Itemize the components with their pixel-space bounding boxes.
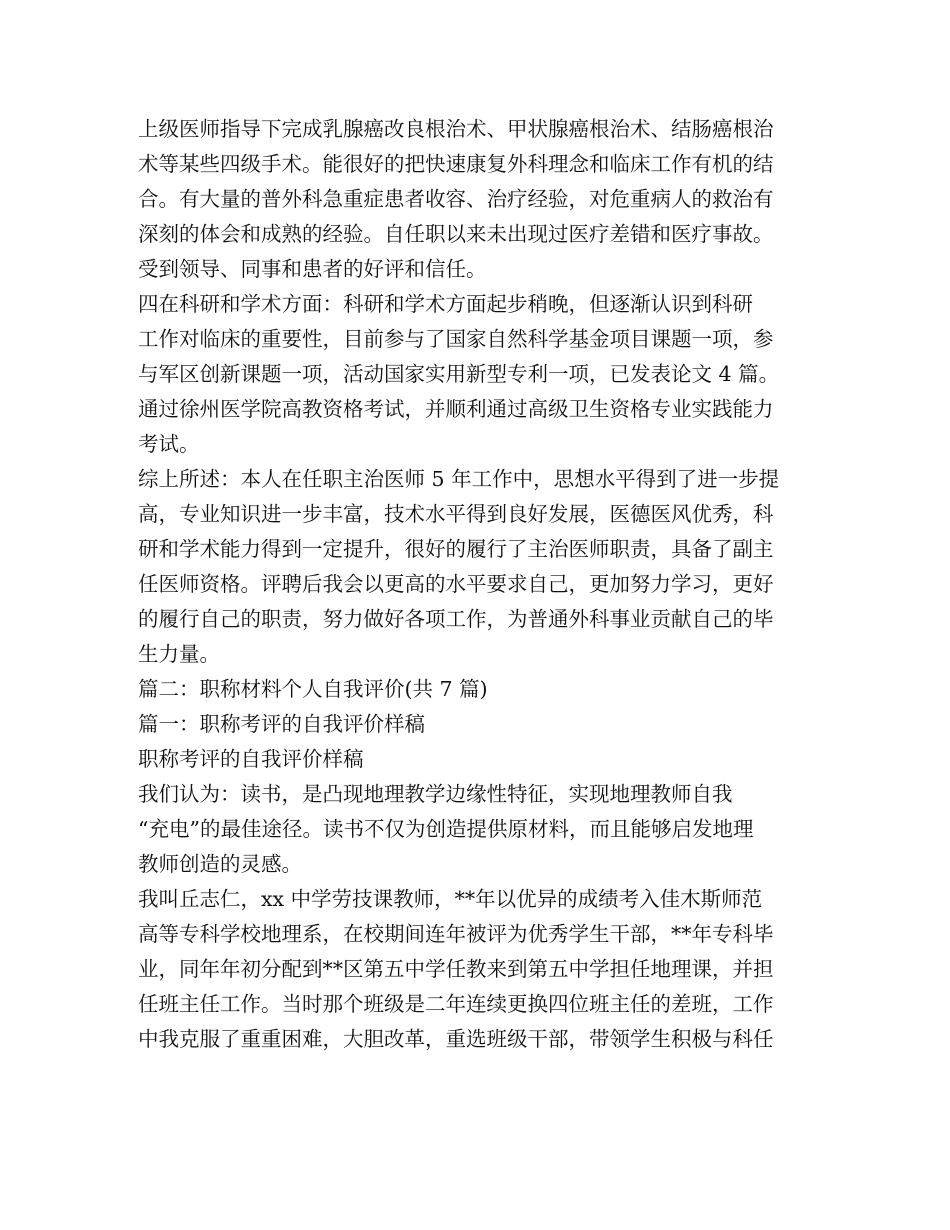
section-heading: 篇二：职称材料个人自我评价(共 7 篇): [138, 677, 488, 701]
text-line: 通过徐州医学院高教资格考试，并顺利通过高级卫生资格专业实践能力: [138, 397, 774, 421]
text-line: 工作对临床的重要性，目前参与了国家自然科学基金项目课题一项，参: [138, 327, 774, 351]
text-line: 考试。: [138, 432, 200, 456]
text-line: 的履行自己的职责，努力做好各项工作，为普通外科事业贡献自己的毕: [138, 607, 774, 631]
text-line: 我们认为：读书，是凸现地理教学边缘性特征，实现地理教师自我: [138, 782, 733, 806]
text-line: 与军区创新课题一项，活动国家实用新型专利一项，已发表论文 4 篇。: [138, 362, 780, 386]
text-line: 任医师资格。评聘后我会以更高的水平要求自己，更加努力学习，更好: [138, 572, 774, 596]
text-line: 生力量。: [138, 642, 220, 666]
text-line: 上级医师指导下完成乳腺癌改良根治术、甲状腺癌根治术、结肠癌根治: [138, 117, 774, 141]
text-line: 中我克服了重重困难，大胆改革，重选班级干部，带领学生积极与科任: [138, 1027, 774, 1051]
text-line: 高等专科学校地理系，在校期间连年被评为优秀学生干部，**年专科毕: [138, 922, 774, 946]
text-line: “充电”的最佳途径。读书不仅为创造提供原材料，而且能够启发地理: [138, 817, 754, 841]
document-body: [138, 112, 818, 1057]
text-line: 高，专业知识进一步丰富，技术水平得到良好发展，医德医风优秀，科: [138, 502, 774, 526]
text-line: 合。有大量的普外科急重症患者收容、治疗经验，对危重病人的救治有: [138, 187, 774, 211]
text-line: 术等某些四级手术。能很好的把快速康复外科理念和临床工作有机的结: [138, 152, 774, 176]
text-line: 受到领导、同事和患者的好评和信任。: [138, 257, 487, 281]
text-line: 深刻的体会和成熟的经验。自任职以来未出现过医疗差错和医疗事故。: [138, 222, 774, 246]
text-line: 我叫丘志仁，xx 中学劳技课教师，**年以优异的成绩考入佳木斯师范: [138, 887, 763, 911]
text-line: 任班主任工作。当时那个班级是二年连续更换四位班主任的差班，工作: [138, 992, 774, 1016]
subsection-heading: 篇一：职称考评的自我评价样稿: [138, 712, 425, 736]
text-line: 业，同年年初分配到**区第五中学任教来到第五中学担任地理课，并担: [138, 957, 774, 981]
text-line: 四在科研和学术方面：科研和学术方面起步稍晚，但逐渐认识到科研: [138, 292, 753, 316]
article-title: 职称考评的自我评价样稿: [138, 747, 364, 771]
text-line: 综上所述：本人在任职主治医师 5 年工作中，思想水平得到了进一步提: [138, 467, 780, 491]
text-line: 教师创造的灵感。: [138, 852, 302, 876]
text-line: 研和学术能力得到一定提升，很好的履行了主治医师职责，具备了副主: [138, 537, 774, 561]
